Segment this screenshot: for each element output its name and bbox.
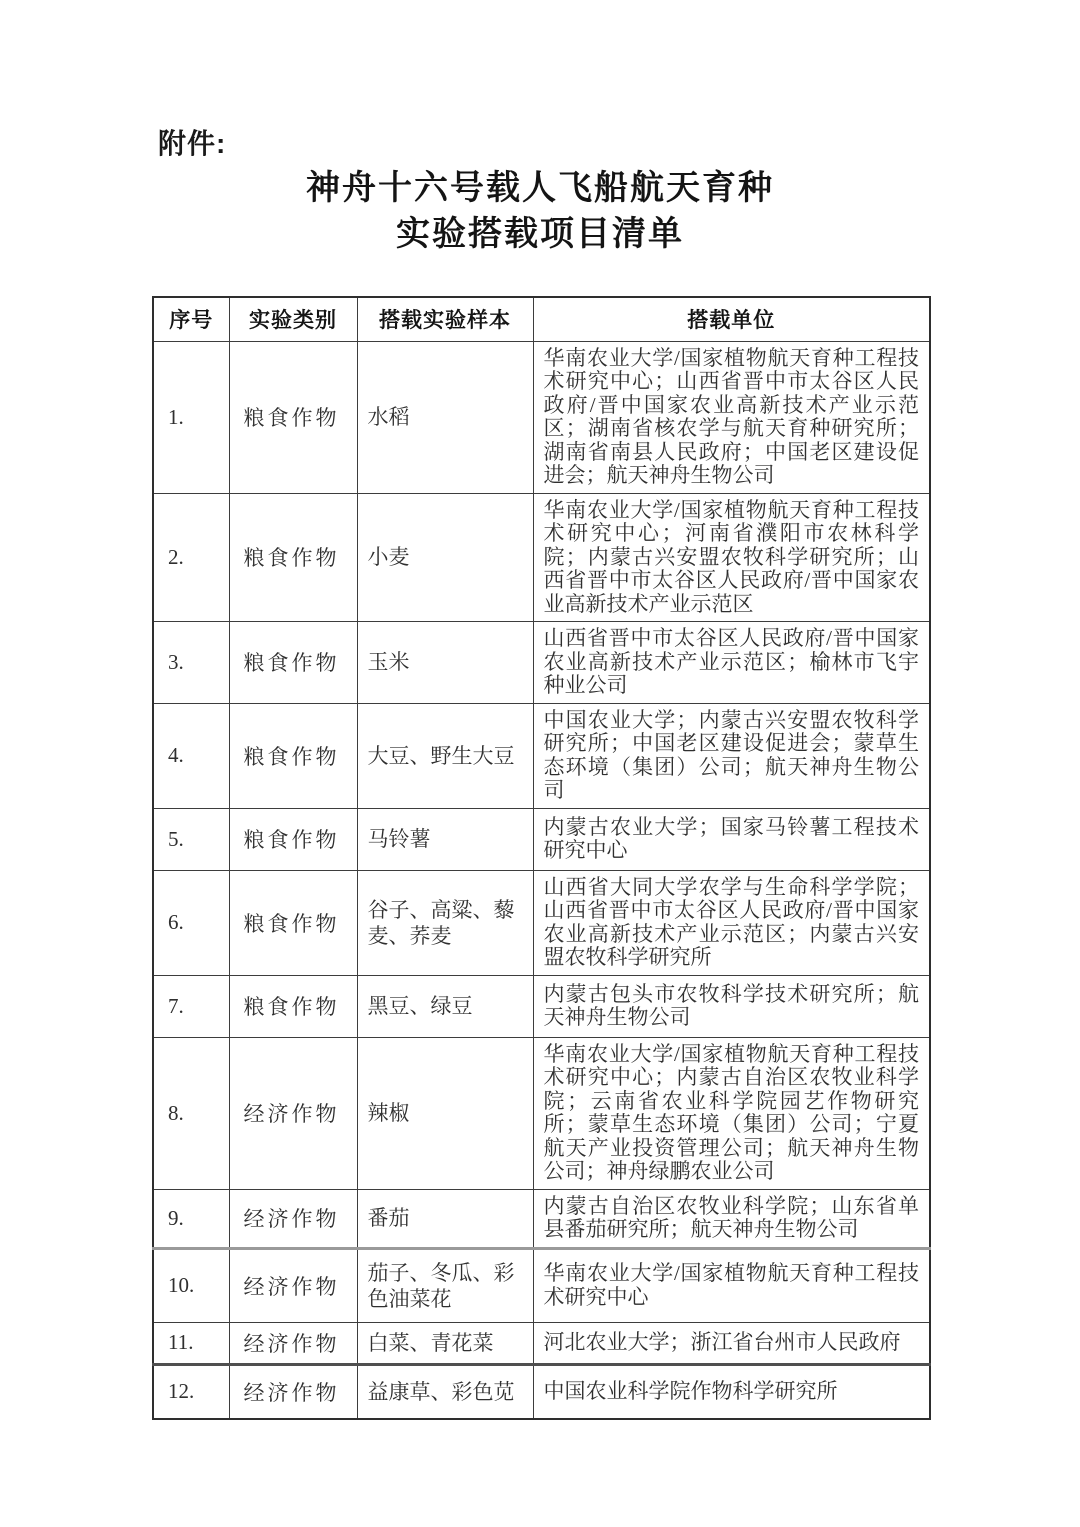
category-cell: 经济作物: [229, 1322, 357, 1364]
table-row: [153, 622, 930, 704]
row-number-cell: 7.: [153, 975, 229, 1037]
units-cell: 华南农业大学/国家植物航天育种工程技术研究中心；内蒙古自治区农牧业科学院；云南省农业科学院园艺作物研究所；蒙草生态环境（集团）公司；宁夏航天产业投资管理公司；航天神舟生物公司；神舟绿鹏农业公司: [533, 1037, 930, 1189]
category-cell: 粮食作物: [229, 870, 357, 975]
table-row: [153, 341, 930, 493]
category-cell: 粮食作物: [229, 341, 357, 493]
sample-cell: 大豆、野生大豆: [357, 703, 533, 808]
category-cell: 经济作物: [229, 1189, 357, 1248]
row-number-cell: 6.: [153, 870, 229, 975]
document-title: [0, 166, 1080, 258]
table-row: [153, 1248, 930, 1322]
units-cell: 中国农业科学院作物科学研究所: [533, 1364, 930, 1419]
row-number-cell: 4.: [153, 703, 229, 808]
row-number-cell: 2.: [153, 493, 229, 622]
row-number-cell: 10.: [153, 1248, 229, 1322]
sample-cell: 马铃薯: [357, 808, 533, 870]
attachment-label: 附件:: [158, 128, 227, 159]
units-cell: 内蒙古自治区农牧业科学院；山东省单县番茄研究所；航天神舟生物公司: [533, 1189, 930, 1248]
row-number-cell: 11.: [153, 1322, 229, 1364]
row-number-cell: 5.: [153, 808, 229, 870]
units-cell: 山西省晋中市太谷区人民政府/晋中国家农业高新技术产业示范区；榆林市飞宇种业公司: [533, 622, 930, 704]
units-cell: 内蒙古农业大学；国家马铃薯工程技术研究中心: [533, 808, 930, 870]
table-row: [153, 1364, 930, 1419]
document-title-line1: 神舟十六号载人飞船航天育种: [306, 170, 774, 207]
sample-cell: 谷子、高粱、藜麦、荞麦: [357, 870, 533, 975]
table-row: [153, 1037, 930, 1189]
col-header-index: 序号: [153, 297, 229, 341]
table-row: [153, 703, 930, 808]
units-cell: 山西省大同大学农学与生命科学学院；山西省晋中市太谷区人民政府/晋中国家农业高新技术产业示范区；内蒙古兴安盟农牧科学研究所: [533, 870, 930, 975]
sample-cell: 茄子、冬瓜、彩色油菜花: [357, 1248, 533, 1322]
category-cell: 粮食作物: [229, 493, 357, 622]
category-cell: 经济作物: [229, 1248, 357, 1322]
category-cell: 经济作物: [229, 1037, 357, 1189]
table-row: [153, 870, 930, 975]
sample-cell: 白菜、青花菜: [357, 1322, 533, 1364]
sample-cell: 益康草、彩色苋: [357, 1364, 533, 1419]
units-cell: 华南农业大学/国家植物航天育种工程技术研究中心: [533, 1248, 930, 1322]
units-cell: 中国农业大学；内蒙古兴安盟农牧科学研究所；中国老区建设促进会；蒙草生态环境（集团）公司；航天神舟生物公司: [533, 703, 930, 808]
sample-cell: 番茄: [357, 1189, 533, 1248]
payload-project-table: [152, 296, 931, 1420]
category-cell: 粮食作物: [229, 808, 357, 870]
units-cell: 华南农业大学/国家植物航天育种工程技术研究中心；山西省晋中市太谷区人民政府/晋中国家农业高新技术产业示范区；湖南省核农学与航天育种研究所；湖南省南县人民政府；中国老区建设促进会；航天神舟生物公司: [533, 341, 930, 493]
units-cell: 河北农业大学；浙江省台州市人民政府: [533, 1322, 930, 1364]
category-cell: 粮食作物: [229, 975, 357, 1037]
row-number-cell: 1.: [153, 341, 229, 493]
row-number-cell: 12.: [153, 1364, 229, 1419]
table-header-row: [153, 297, 930, 341]
sample-cell: 小麦: [357, 493, 533, 622]
table-row: [153, 1322, 930, 1364]
units-cell: 内蒙古包头市农牧科学技术研究所；航天神舟生物公司: [533, 975, 930, 1037]
sample-cell: 黑豆、绿豆: [357, 975, 533, 1037]
category-cell: 粮食作物: [229, 622, 357, 704]
units-cell: 华南农业大学/国家植物航天育种工程技术研究中心；河南省濮阳市农林科学院；内蒙古兴安盟农牧科学研究所；山西省晋中市太谷区人民政府/晋中国家农业高新技术产业示范区: [533, 493, 930, 622]
sample-cell: 辣椒: [357, 1037, 533, 1189]
row-number-cell: 8.: [153, 1037, 229, 1189]
col-header-units: 搭载单位: [533, 297, 930, 341]
sample-cell: 玉米: [357, 622, 533, 704]
table-row: [153, 808, 930, 870]
row-number-cell: 3.: [153, 622, 229, 704]
table-row: [153, 1189, 930, 1248]
document-title-line2: 实验搭载项目清单: [396, 216, 684, 253]
table-row: [153, 975, 930, 1037]
col-header-category: 实验类别: [229, 297, 357, 341]
col-header-sample: 搭载实验样本: [357, 297, 533, 341]
sample-cell: 水稻: [357, 341, 533, 493]
row-number-cell: 9.: [153, 1189, 229, 1248]
category-cell: 粮食作物: [229, 703, 357, 808]
table-row: [153, 493, 930, 622]
category-cell: 经济作物: [229, 1364, 357, 1419]
